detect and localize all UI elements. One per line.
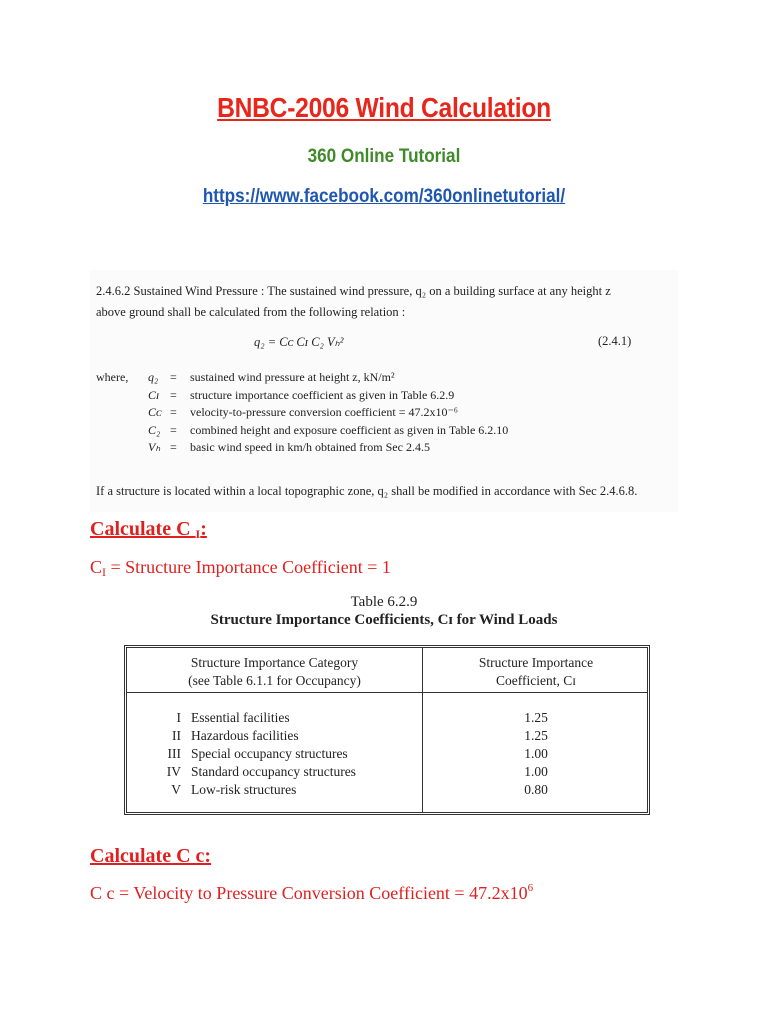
facebook-link[interactable]: https://www.facebook.com/360onlinetutorial/: [202, 186, 566, 207]
table-row: IV Standard occupancy structures: [166, 764, 356, 779]
category-column: [149, 710, 356, 800]
ci-value-line: $C_I$ = Structure Importance Coefficient = 1: [90, 557, 391, 579]
table-caption: Structure Importance Coefficients, Cɪ for Wind Loads: [210, 612, 558, 628]
section-text: above ground shall be calculated from the following relation :: [96, 305, 406, 319]
table-number: Table 6.2.9: [350, 594, 418, 610]
wind-pressure-equation: q₂ = Cᴄ Cɪ C₂ Vₕ²: [254, 335, 344, 349]
table-cell-value: 1.25: [524, 710, 548, 725]
definition-row: Vₕ = basic wind speed in km/h obtained from Sec 2.4.5: [148, 440, 430, 454]
definition-row: Cᴄ = velocity-to-pressure conversion coefficient = 47.2x10⁻⁶: [148, 405, 458, 419]
calculate-cc-heading: Calculate C c:: [90, 845, 212, 867]
coefficient-column: [422, 710, 650, 800]
table-row: I Essential facilities: [176, 710, 290, 725]
cc-value-line: C c = Velocity to Pressure Conversion Coefficient = $47.2x10^6$: [90, 882, 534, 903]
definition-row: C₂ = combined height and exposure coefficient as given in Table 6.2.10: [148, 422, 509, 437]
definition-list: [96, 370, 508, 458]
code-excerpt-image: [90, 270, 678, 512]
table-row: III Special occupancy structures: [167, 746, 348, 761]
page-subtitle: 360 Online Tutorial: [307, 146, 461, 167]
topographic-note: If a structure is located within a local topographic zone, q₂ shall be modified in accordance with Sec 2.4.6.8.: [96, 484, 638, 498]
section-heading: 2.4.6.2 Sustained Wind Pressure : The sustained wind pressure, q₂ on a building surface at any height z: [96, 284, 611, 298]
table-header-coefficient: Structure Importance Coefficient, Cɪ: [478, 655, 594, 688]
page-title: BNBC-2006 Wind Calculation: [217, 92, 551, 123]
importance-coefficient-table: [124, 645, 650, 815]
definition-row: where, q₂ = sustained wind pressure at height z, kN/m²: [96, 370, 395, 384]
table-cell-value: 1.00: [524, 764, 548, 779]
calculate-ci-heading: Calculate C $_I$:: [90, 518, 207, 541]
table-cell-value: 1.00: [524, 746, 548, 761]
equation-number: (2.4.1): [598, 334, 632, 348]
table-header-category: Structure Importance Category (see Table 6.1.1 for Occupancy): [188, 655, 361, 688]
table-cell-value: 0.80: [524, 782, 548, 797]
table-row: II Hazardous facilities: [172, 728, 299, 743]
table-cell-value: 1.25: [524, 728, 548, 743]
table-row: V Low-risk structures: [171, 782, 297, 797]
definition-row: Cɪ = structure importance coefficient as given in Table 6.2.9: [148, 387, 455, 402]
